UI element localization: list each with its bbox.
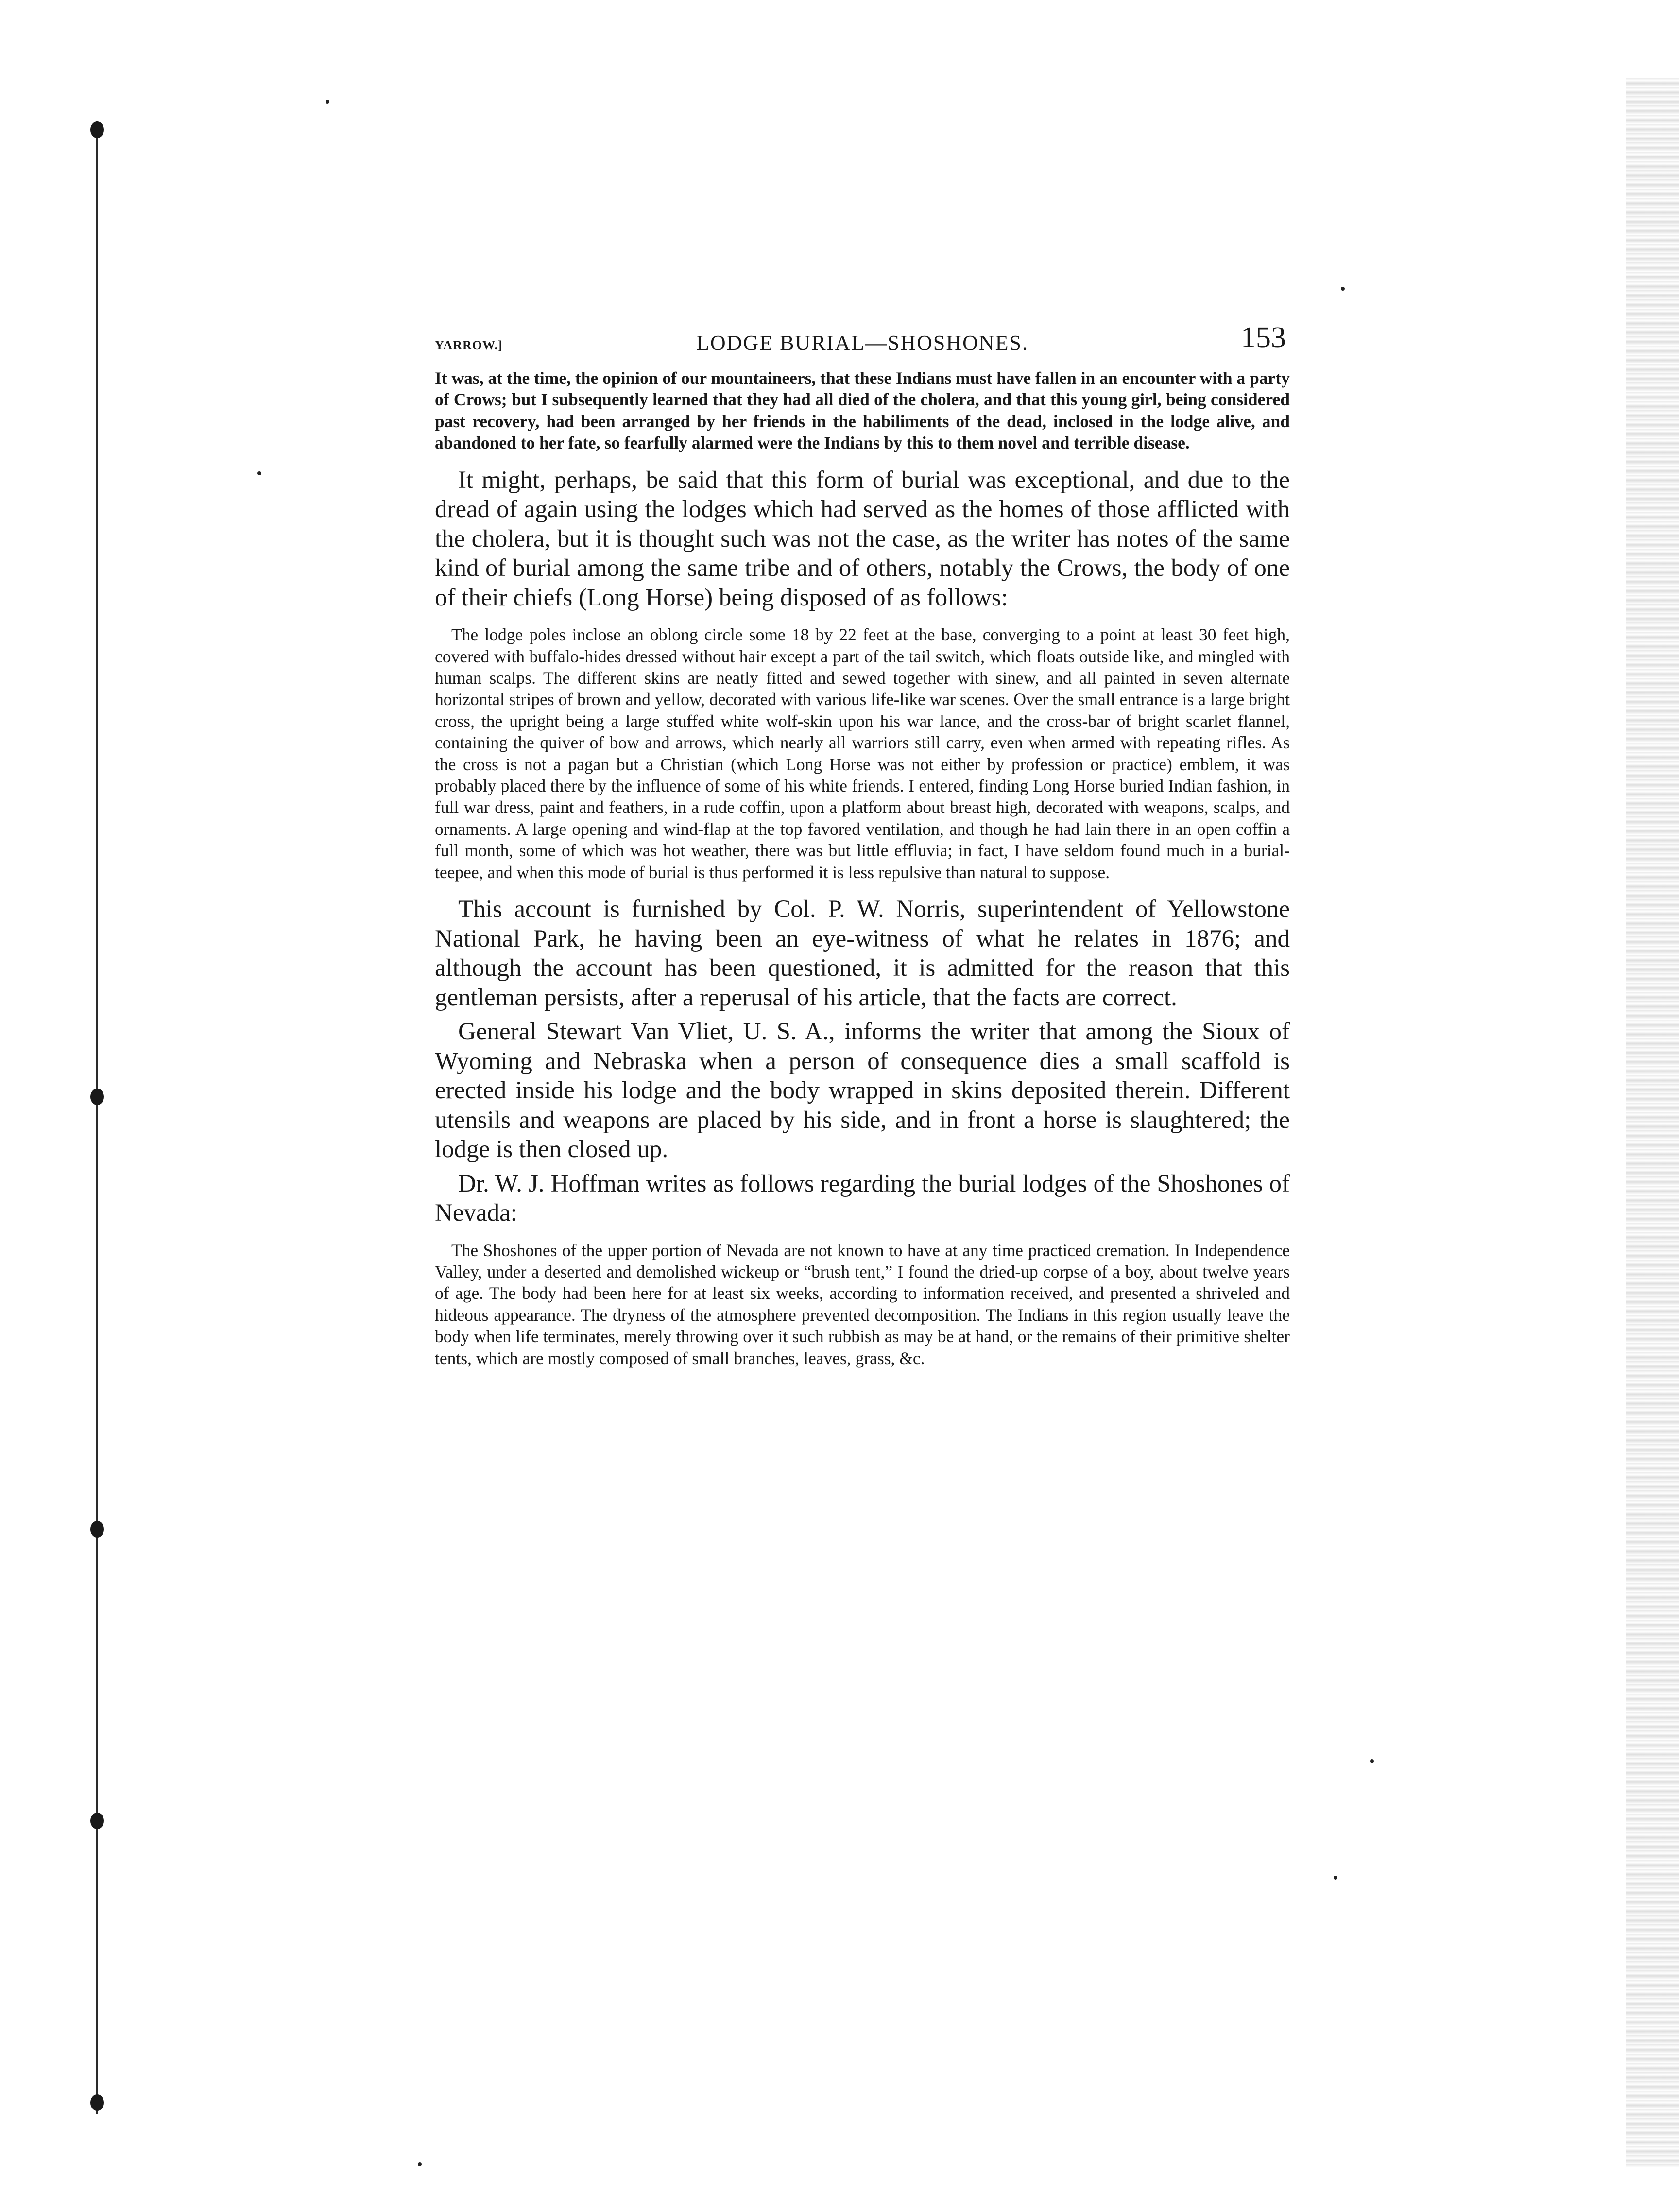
body-paragraph-exceptional-burial: It might, perhaps, be said that this form of burial was exceptional, and due to the dread of again using the lodges which had served as the homes of those afflicted with the cholera, but it is thought such was not the case, as the writer has notes of the same kind of burial among the same tribe and of others, notably the Crows, the body of one of their chiefs (Long Horse) being disposed of as follows: [435, 466, 1290, 611]
running-title: LODGE BURIAL—SHOSHONES. [696, 331, 1029, 355]
quoted-paragraph-shoshones-nevada: The Shoshones of the upper portion of Nevada are not known to have at any time practiced cremation. In Independence Valley, under a deserted and demolished wickeup or “brush tent,” I found the dried-up corpse of a boy, about twelve years of age. The body had been here for at least six weeks, according to information received, and presented a shriveled and hideous appearance. The dryness of the atmosphere prevented decomposition. The Indians in this region usually leave the body when life terminates, merely throwing over it such rubbish as may be at hand, or the remains of their primitive shelter tents, which are mostly composed of small branches, leaves, grass, &c. [435, 1240, 1290, 1368]
scan-speck [1370, 1759, 1374, 1763]
binding-cord [87, 121, 107, 2114]
binding-knot [90, 1813, 104, 1829]
quoted-paragraph-cholera: It was, at the time, the opinion of our mountaineers, that these Indians must have fallen in an encounter with a party of Crows; but I subsequently learned that they had all died of the cholera, and that this young girl, being considered past recovery, had been arranged by her friends in the habiliments of the dead, inclosed in the lodge alive, and abandoned to her fate, so fearfully alarmed were the Indians by this to them novel and terrible disease. [435, 368, 1290, 453]
running-header [435, 321, 1290, 360]
body-paragraph-van-vliet: General Stewart Van Vliet, U. S. A., informs the writer that among the Sioux of Wyoming and Nebraska when a person of consequence dies a small scaffold is erected inside his lodge and the body wrapped in skins deposited therein. Different utensils and weapons are placed by his side, and in front a horse is slaughtered; the lodge is then closed up. [435, 1018, 1290, 1163]
running-author-name: YARROW.] [435, 338, 503, 352]
body-paragraph-hoffman-intro: Dr. W. J. Hoffman writes as follows regarding the burial lodges of the Shoshones of Nevada: [435, 1170, 1290, 1227]
page-content [435, 321, 1290, 1381]
page-edge-scan-artifact [1626, 78, 1679, 2167]
scan-speck [1334, 1876, 1337, 1880]
binding-knot-top [90, 121, 104, 138]
binding-knot [90, 1521, 104, 1538]
quoted-paragraph-long-horse-lodge: The lodge poles inclose an oblong circle some 18 by 22 feet at the base, converging to a point at least 30 feet high, covered with buffalo-hides dressed without hair except a part of the tail switch, which floats outside like, and mingled with human scalps. The different skins are neatly fitted and sewed together with sinew, and all painted in seven alternate horizontal stripes of brown and yellow, decorated with various life-like war scenes. Over the small entrance is a large bright cross, the upright being a large stuffed white wolf-skin upon his war lance, and the cross-bar of bright scarlet flannel, containing the quiver of bow and arrows, which nearly all warriors still carry, even when armed with repeating rifles. As the cross is not a pagan but a Christian (which Long Horse was not either by profession or practice) emblem, it was probably placed there by the influence of some of his white friends. I entered, finding Long Horse buried Indian fashion, in full war dress, paint and feathers, in a rude coffin, upon a platform about breast high, decorated with weapons, scalps, and ornaments. A large opening and wind-flap at the top favored ventilation, and though he had lain there in an open coffin a full month, some of which was hot weather, there was but little effluvia; in fact, I have seldom found much in a burial-teepee, and when this mode of burial is thus performed it is less repulsive than natural to suppose. [435, 625, 1290, 882]
scan-speck [326, 100, 329, 104]
page-number: 153 [1241, 321, 1286, 354]
body-paragraph-norris-account: This account is furnished by Col. P. W. Norris, superintendent of Yellowstone National Park, he having been an eye-witness of what he relates in 1876; and although the account has been questioned, it is admitted for the reason that this gentleman persists, after a reperusal of his article, that the facts are correct. [435, 896, 1290, 1011]
scan-speck [418, 2162, 422, 2166]
binding-knot-bottom [90, 2094, 104, 2111]
scan-speck [1341, 287, 1345, 291]
scan-speck [257, 471, 261, 475]
binding-knot [90, 1089, 104, 1105]
